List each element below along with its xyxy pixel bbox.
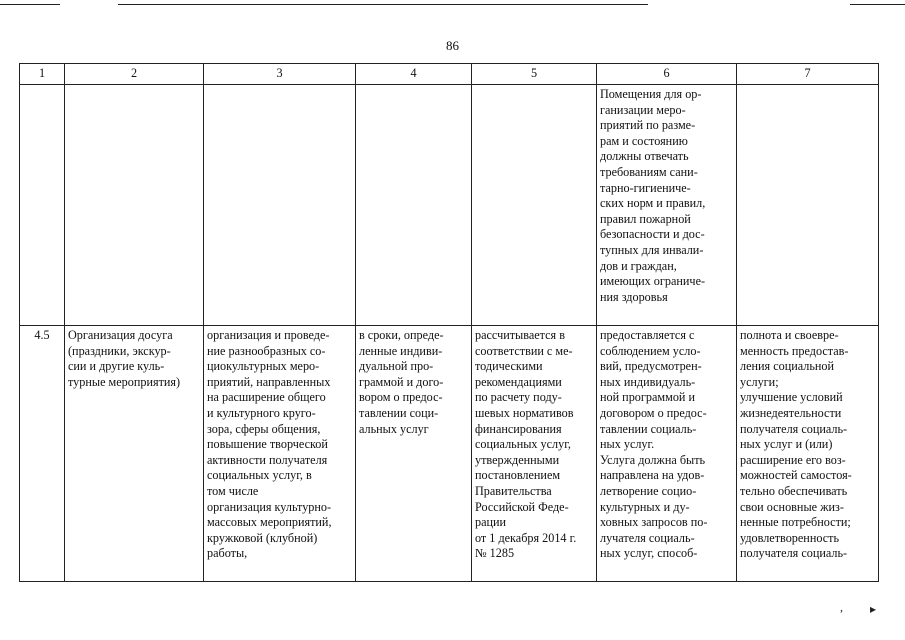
table-cell <box>472 85 597 326</box>
header-cell: 5 <box>472 64 597 85</box>
service-name: Организация досуга (праздники, экскур- сии и другие куль- турные мероприятия) <box>65 326 204 582</box>
service-description: организация и проведе- ние разнообразных со- циокультурных меро- приятий, направленных на расширение общего и культурного круго- зора, сферы общения, повышение творческой активности получателя социальных услуг, в том числе организация культурно- массовых мероприятий, кружковой (клубной) работы, <box>204 326 356 582</box>
item-number: 4.5 <box>20 326 65 582</box>
page-number: 86 <box>446 38 459 53</box>
table-cell <box>737 85 879 326</box>
table-cell <box>65 85 204 326</box>
table-row <box>20 85 879 326</box>
header-cell: 1 <box>20 64 65 85</box>
service-terms: в сроки, опреде- ленные индиви- дуальной про- граммой и дого- вором о предос- тавлении соци- альных услуг <box>356 326 472 582</box>
table-cell <box>356 85 472 326</box>
services-table <box>19 63 879 582</box>
table-cell <box>204 85 356 326</box>
scan-edge-line <box>118 4 648 5</box>
header-cell: 7 <box>737 64 879 85</box>
service-conditions: предоставляется с соблюдением усло- вий, предусмотрен- ных индивидуаль- ной программой и договором о предос- тавлении социаль- ных услуг. Услуга должна быть направлена на удов- летворение социо- культурных и ду- ховных запросов по- лучателя социаль- ных услуг, способ- <box>597 326 737 582</box>
header-cell: 4 <box>356 64 472 85</box>
table-cell: Помещения для ор- ганизации меро- приятий по разме- рам и состоянию должны отвечать требованиям сани- тарно-гигиениче- ских норм и правил, правил пожарной безопасности и дос- тупных для инвали- дов и граждан, имеющих ограниче- ния здоровья <box>597 85 737 326</box>
table-header-row <box>20 64 879 85</box>
service-quality-indicators: полнота и своевре- менность предостав- ления социальной услуги; улучшение условий жизнедеятельности получателя социаль- ных услуг и (или) расширение его воз- можностей самостоя- тельно обеспечивать свои основные жиз- ненные потребности; удовлетворенность получателя социаль- <box>737 326 879 582</box>
table-cell <box>20 85 65 326</box>
header-cell: 2 <box>65 64 204 85</box>
header-cell: 6 <box>597 64 737 85</box>
scan-edge-line <box>850 4 905 5</box>
scan-mark: ▸ <box>870 602 877 616</box>
scan-mark: , <box>840 600 843 614</box>
header-cell: 3 <box>204 64 356 85</box>
scan-edge-line <box>0 4 60 5</box>
service-cost: рассчитывается в соответствии с ме- тодическими рекомендациями по расчету поду- шевых нормативов финансирования социальных услуг, утвержденными постановлением Правительства Российской Феде- рации от 1 декабря 2014 г. № 1285 <box>472 326 597 582</box>
table-row <box>20 326 879 582</box>
